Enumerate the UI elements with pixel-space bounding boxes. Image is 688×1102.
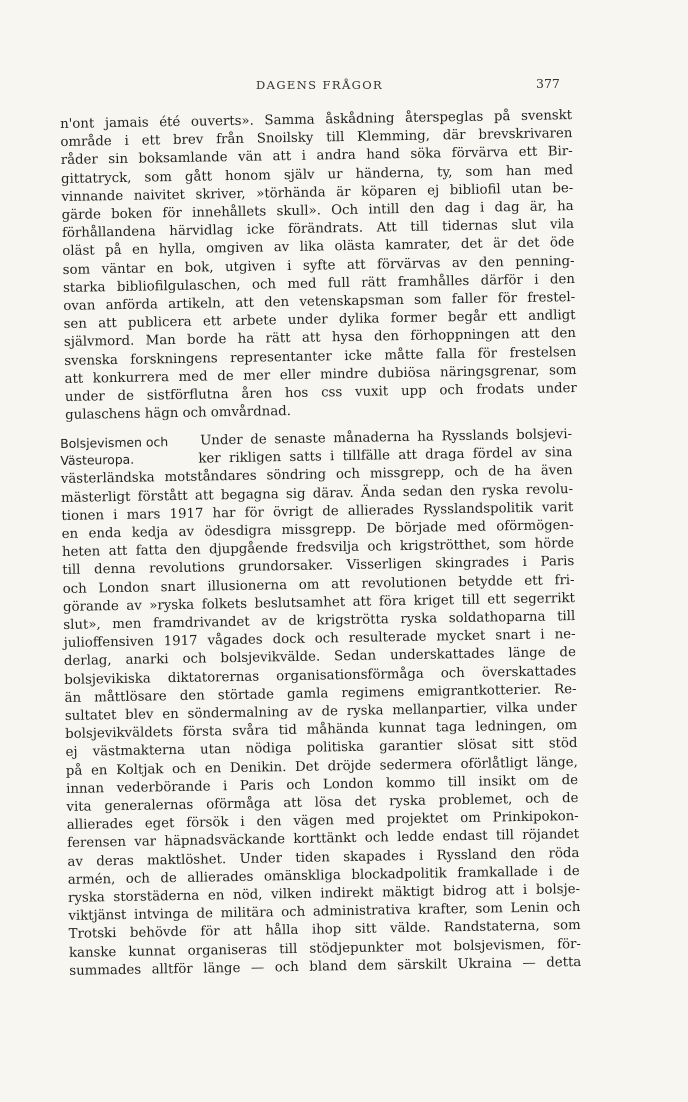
text-line: oläst på en hylla, omgiven av lika olästa kamrater, det är det öde <box>62 235 575 260</box>
text-line: område i ett brev från Snoilsky till Klemming, där brevskrivaren <box>60 126 573 151</box>
text-line: heten att fatta den djupgående fredsvilja och krigströtthet, som hörde <box>61 536 575 561</box>
text-line: och London snart illusionerna om att revolutionen betydde ett fri- <box>62 572 575 597</box>
text-line: på en Koltjak och en Denikin. Det dröjde sedermera oförlåtligt länge, <box>65 754 578 779</box>
text-line: vinnande naivitet skriver, »törhända är köparen ej bibliofil utan be- <box>61 180 574 205</box>
text-line: förhållandena härvidlag icke förändrats. Att till tidernas slut vila <box>61 217 575 242</box>
section-gulaschen <box>60 107 577 425</box>
text-line: tionen i mars 1917 har för övrigt de allierades Rysslandspolitik varit <box>61 499 574 524</box>
text-line: sen att publicera ett arbete under dylika former begår ett andligt <box>63 308 576 333</box>
text-line: summades alltför länge — och bland dem särskilt Ukraina — detta <box>69 954 582 979</box>
text-line: sultatet blev en söndermalning av de ryska mellanpartier, vilka under <box>64 700 577 725</box>
text-line: n'ont jamais été ouverts». Samma åskådning återspeglas på svenskt <box>60 108 573 132</box>
text-line: ovan anförda artikeln, att den vetenskapsman som faller för frestel- <box>63 290 576 315</box>
page-number: 377 <box>536 76 560 91</box>
text-line: gulaschens hägn och omvårdnad. <box>65 404 292 424</box>
text-line: bolsjevikväldets första svåra tid måhända kunnat taga ledningen, om <box>65 718 578 743</box>
text-line: ryska storstäderna en nöd, vilken indirekt mäktigt bidrog att i bolsje- <box>67 882 581 907</box>
text-line: gittatryck, som gått honom själv ur händerna, ty, som han med <box>60 162 574 187</box>
text-line: mästerligt förstått att begagna sig därav. Ända sedan den ryska revolu- <box>60 481 574 506</box>
text-line: än måttlösare den störtade gamla regimens emigrantkotterier. Re- <box>64 681 577 706</box>
text-line: julioffensiven 1917 vågades dock och resulterade mycket snart i ne- <box>63 627 576 652</box>
section-bolsjevismen <box>60 426 581 981</box>
text-line: råder sin boksamlande vän att i andra hand söka förvärva ett Bir- <box>60 144 573 169</box>
text-line: till denna revolutions grundorsaker. Visserligen skingrades i Paris <box>62 554 575 579</box>
text-line: svenska forskningens representanter icke måtte falla för frestelsen <box>64 344 577 369</box>
text-line: kanske kunnat organiseras till stödjepunkter mot bolsjevismen, för- <box>68 936 582 961</box>
text-line: derlag, anarki och bolsjevikvälde. Sedan underskattades länge de <box>63 645 577 670</box>
text-line: västerländska motståndares söndring och missgrepp, och de ha även <box>60 463 573 488</box>
text-line: görande av »ryska folkets beslutsamhet att föra kriget till ett segerrikt <box>62 590 576 615</box>
text-line: som väntar en bok, utgiven i syfte att förvärvas av den penning- <box>62 253 575 278</box>
text-line: ej västmakterna utan nödiga politiska garantier slösat sitt stöd <box>65 736 578 761</box>
text-line: Trotski behövde för att hålla ihop sitt välde. Randstaterna, som <box>68 918 581 943</box>
text-line: gärde boken för innehållets skull». Och intill den dag i dag är, ha <box>61 199 574 223</box>
section-heading-line: Bolsjevismen och <box>60 434 169 451</box>
text-line: viktjänst intvinga de militära och administrativa krafter, som Lenin och <box>68 900 581 925</box>
text-line: vita generalernas oförmåga att lösa det ryska problemet, och de <box>66 791 579 816</box>
section-heading-line: Västeuropa. <box>60 451 135 468</box>
text-line: ferensen var häpnadsväckande korttänkt och ledde endast till röjandet <box>67 827 580 852</box>
text-line: av deras maktlöshet. Under tiden skapades i Ryssland den röda <box>67 845 580 870</box>
text-line: armén, och de allierades omänskliga blockadpolitik framkallade i de <box>67 863 580 888</box>
text-line: Under de senaste månaderna ha Rysslands bolsjevi- <box>199 427 573 449</box>
text-line: under de sistförflutna åren hos css vuxit upp och frodats under <box>64 381 577 406</box>
running-head: DAGENS FRÅGOR <box>256 78 384 92</box>
section-heading <box>60 433 195 469</box>
text-line: allierades eget försök i den vägen med projektet om Prinkipokon- <box>66 809 579 834</box>
text-line: starka bibliofilgulaschen, och med full rätt framhålles därför i den <box>62 271 576 296</box>
text-line: innan vederbörande i Paris och London kommo till insikt om de <box>66 772 579 797</box>
text-line: självmord. Man borde ha rätt att hysa den förhoppningen att den <box>63 326 577 351</box>
text-line: slut», men framdrivandet av de krigströtta ryska soldathoparna till <box>63 609 576 634</box>
text-line: att konkurrera med de mer eller mindre dubiösa näringsgrenar, som <box>64 362 577 387</box>
text-line: en enda kedja av ödesdigra missgrepp. De började med oförmögen- <box>61 518 574 542</box>
text-line: bolsjevikiska diktatorernas organisationsförmåga och överskattades <box>64 663 577 688</box>
text-line: ker rikligen satts i tillfälle att draga fördel av sina <box>198 445 573 467</box>
